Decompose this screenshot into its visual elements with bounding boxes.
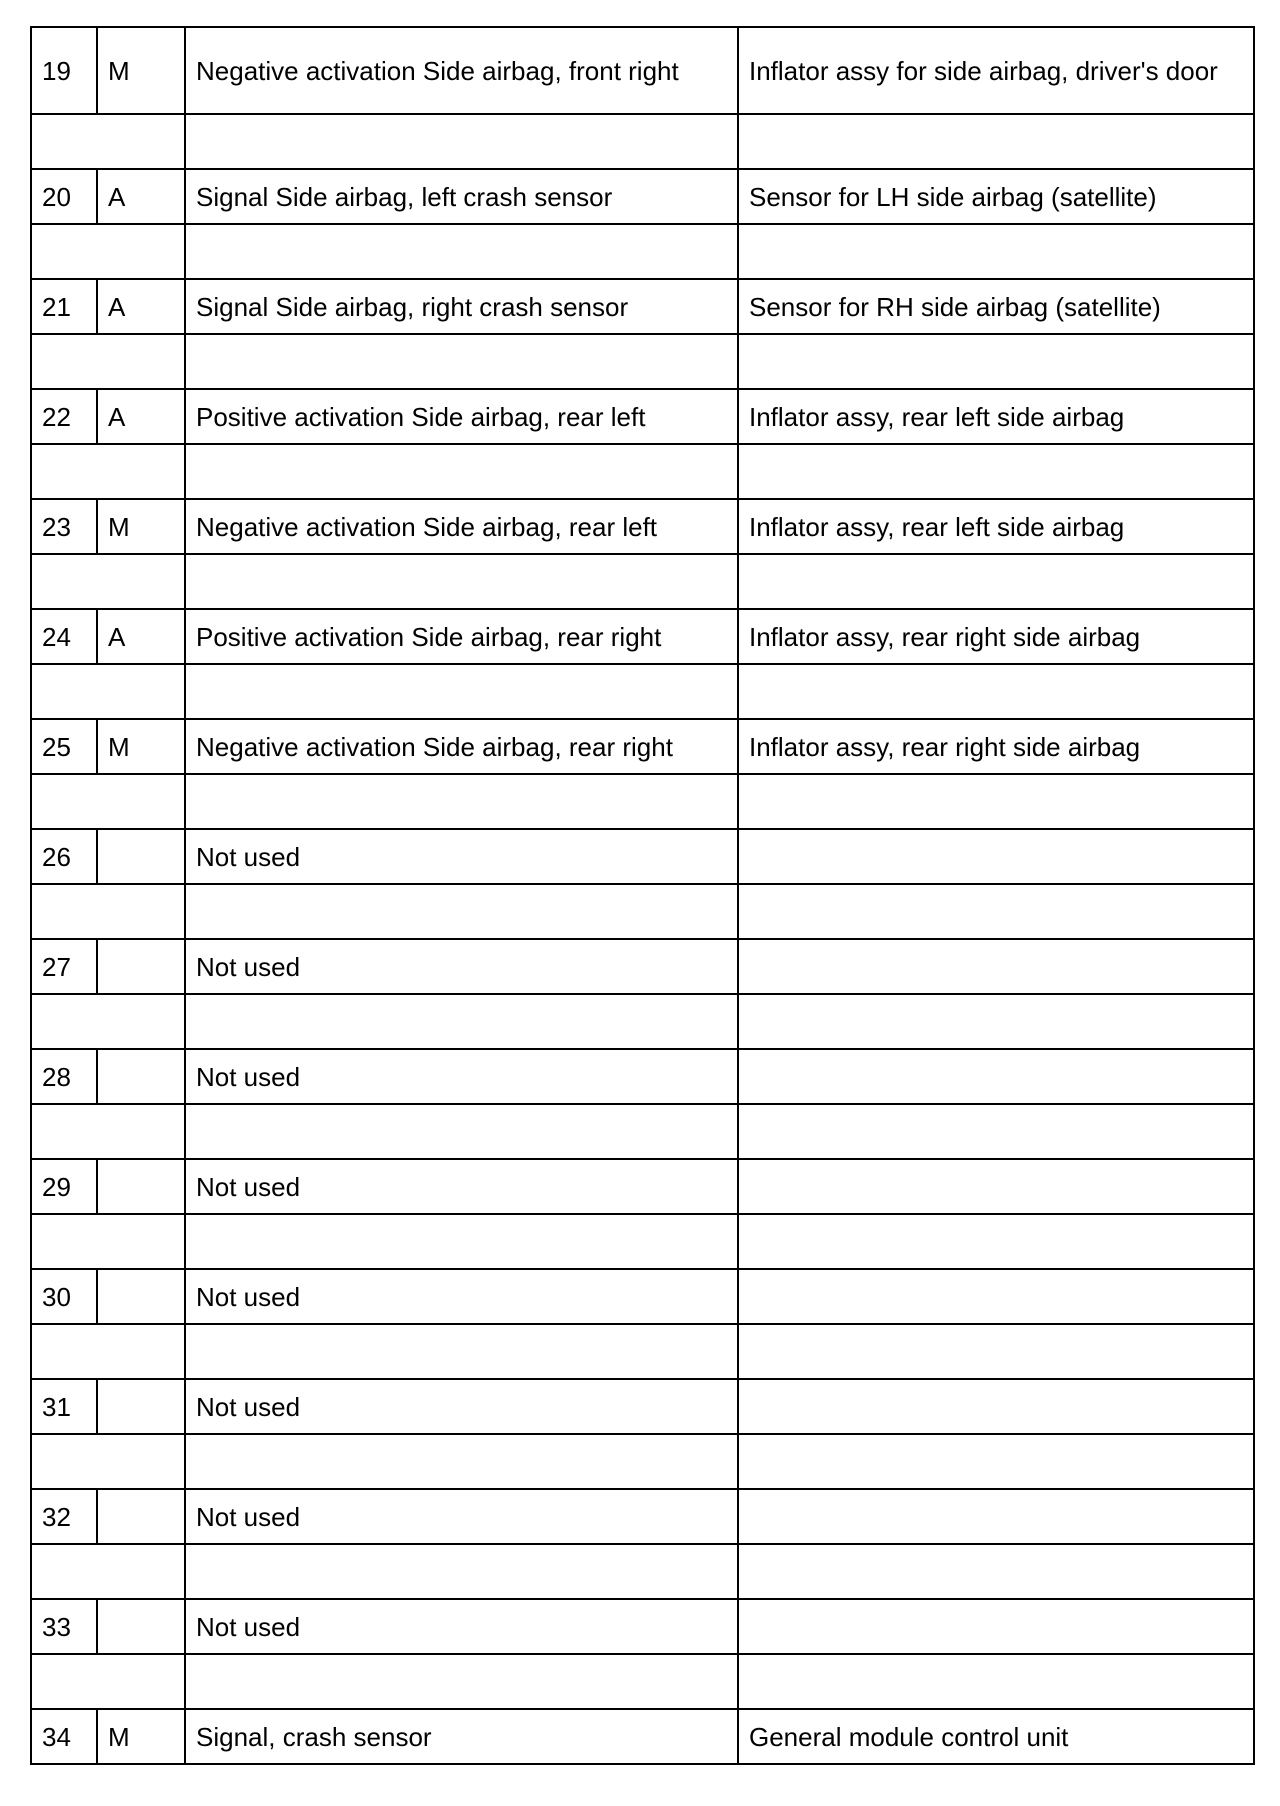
pin-component [738,1599,1254,1654]
pin-function: Signal, crash sensor [185,1709,738,1764]
pin-number: 34 [31,1709,97,1764]
pin-function: Signal Side airbag, left crash sensor [185,169,738,224]
pin-type [97,1489,185,1544]
pin-type: A [97,169,185,224]
pin-component: Inflator assy, rear left side airbag [738,389,1254,444]
spacer-row [31,1544,1254,1599]
table-row [31,1379,1254,1434]
pin-function: Negative activation Side airbag, front right [185,27,738,114]
spacer-row [31,224,1254,279]
table-row [31,1269,1254,1324]
pin-type: M [97,1709,185,1764]
pin-function: Positive activation Side airbag, rear right [185,609,738,664]
spacer-row [31,1434,1254,1489]
pin-component [738,1489,1254,1544]
pin-component [738,939,1254,994]
spacer-row [31,884,1254,939]
pin-number: 31 [31,1379,97,1434]
pin-table-body [31,27,1254,1764]
table-row [31,1599,1254,1654]
pin-function: Positive activation Side airbag, rear left [185,389,738,444]
pin-component [738,1159,1254,1214]
spacer-row [31,1214,1254,1269]
spacer-row [31,664,1254,719]
pin-number: 33 [31,1599,97,1654]
pin-type [97,1159,185,1214]
pin-component: Inflator assy, rear right side airbag [738,609,1254,664]
pin-type [97,939,185,994]
pin-component: Inflator assy, rear left side airbag [738,499,1254,554]
pin-type [97,1049,185,1104]
pin-number: 28 [31,1049,97,1104]
table-row [31,829,1254,884]
pin-number: 24 [31,609,97,664]
pin-type: A [97,389,185,444]
pin-component: General module control unit [738,1709,1254,1764]
pin-component [738,829,1254,884]
pin-function: Not used [185,1269,738,1324]
table-row [31,27,1254,114]
pin-number: 20 [31,169,97,224]
pin-component: Sensor for RH side airbag (satellite) [738,279,1254,334]
spacer-row [31,114,1254,169]
pin-function: Not used [185,829,738,884]
pin-function: Negative activation Side airbag, rear right [185,719,738,774]
table-row [31,169,1254,224]
pin-assignment-table [30,26,1255,1765]
spacer-row [31,1324,1254,1379]
table-row [31,1049,1254,1104]
pin-type: A [97,609,185,664]
pin-number: 23 [31,499,97,554]
pin-type: A [97,279,185,334]
table-row [31,609,1254,664]
pin-number: 21 [31,279,97,334]
pin-function: Not used [185,1489,738,1544]
pin-function: Not used [185,1049,738,1104]
spacer-row [31,994,1254,1049]
table-row [31,1159,1254,1214]
table-row [31,1709,1254,1764]
pin-number: 27 [31,939,97,994]
pin-component: Inflator assy for side airbag, driver's door [738,27,1254,114]
pin-type [97,1269,185,1324]
spacer-row [31,554,1254,609]
table-row [31,499,1254,554]
spacer-row [31,1654,1254,1709]
pin-function: Signal Side airbag, right crash sensor [185,279,738,334]
table-row [31,389,1254,444]
pin-component [738,1379,1254,1434]
pin-type [97,1379,185,1434]
pin-number: 19 [31,27,97,114]
table-row [31,1489,1254,1544]
pin-type [97,1599,185,1654]
table-row [31,719,1254,774]
spacer-row [31,774,1254,829]
pin-type: M [97,27,185,114]
pin-number: 30 [31,1269,97,1324]
pin-number: 26 [31,829,97,884]
pin-component [738,1049,1254,1104]
pin-component: Inflator assy, rear right side airbag [738,719,1254,774]
pin-component: Sensor for LH side airbag (satellite) [738,169,1254,224]
table-row [31,939,1254,994]
pin-function: Not used [185,1379,738,1434]
pin-type [97,829,185,884]
spacer-row [31,1104,1254,1159]
pin-number: 25 [31,719,97,774]
pin-function: Not used [185,1159,738,1214]
pin-component [738,1269,1254,1324]
pin-function: Not used [185,939,738,994]
pin-function: Negative activation Side airbag, rear left [185,499,738,554]
pin-type: M [97,499,185,554]
pin-number: 29 [31,1159,97,1214]
spacer-row [31,444,1254,499]
pin-number: 32 [31,1489,97,1544]
spacer-row [31,334,1254,389]
table-row [31,279,1254,334]
pin-function: Not used [185,1599,738,1654]
pin-number: 22 [31,389,97,444]
pin-type: M [97,719,185,774]
